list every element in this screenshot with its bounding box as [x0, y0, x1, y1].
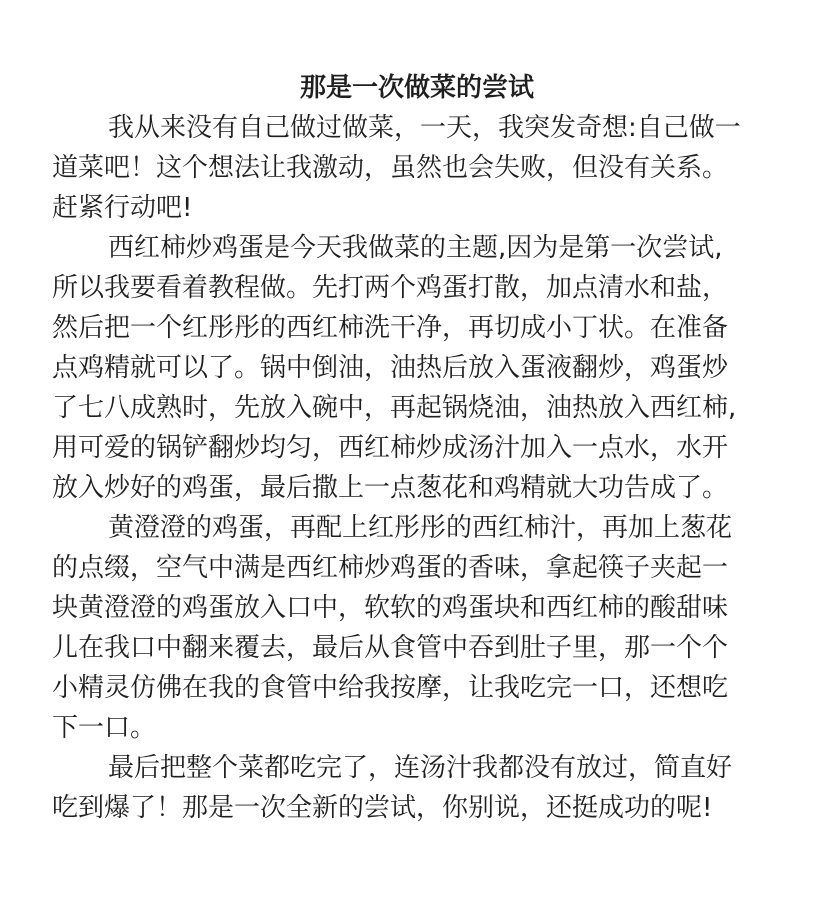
text-line: 西红柿炒鸡蛋是今天我做菜的主题,因为是第一次尝试, — [108, 233, 723, 263]
text-line: 吃到爆了！那是一次全新的尝试，你别说，还挺成功的呢! — [52, 793, 713, 823]
text-line: 道菜吧！这个想法让我激动，虽然也会失败，但没有关系。 — [52, 153, 729, 183]
text-line: 赶紧行动吧! — [52, 193, 193, 223]
text-line: 的点缀，空气中满是西红柿炒鸡蛋的香味，拿起筷子夹起一 — [52, 553, 729, 583]
text-line: 下一口。 — [52, 713, 157, 743]
text-line: 所以我要看着教程做。先打两个鸡蛋打散，加点清水和盐， — [52, 273, 729, 303]
paragraph-1 — [52, 108, 782, 228]
text-line: 小精灵仿佛在我的食管中给我按摩，让我吃完一口，还想吃 — [52, 673, 729, 703]
paragraph-3 — [52, 508, 782, 748]
essay-title: 那是一次做菜的尝试 — [299, 73, 534, 103]
text-line: 然后把一个红彤彤的西红柿洗干净，再切成小丁状。在准备 — [52, 313, 729, 343]
text-line: 点鸡精就可以了。锅中倒油，油热后放入蛋液翻炒，鸡蛋炒 — [52, 353, 729, 383]
paragraph-4 — [52, 748, 782, 828]
text-line: 我从来没有自己做过做菜，一天，我突发奇想:自己做一 — [108, 113, 741, 143]
paragraph-2 — [52, 228, 782, 508]
essay-document — [52, 68, 782, 828]
text-line: 用可爱的锅铲翻炒均匀，西红柿炒成汤汁加入一点水，水开 — [52, 433, 729, 463]
text-line: 最后把整个菜都吃完了，连汤汁我都没有放过，简直好 — [108, 753, 733, 783]
text-line: 黄澄澄的鸡蛋，再配上红彤彤的西红柿汁，再加上葱花 — [108, 513, 733, 543]
text-line: 放入炒好的鸡蛋，最后撒上一点葱花和鸡精就大功告成了。 — [52, 473, 729, 503]
text-line: 儿在我口中翻来覆去，最后从食管中吞到肚子里，那一个个 — [52, 633, 729, 663]
text-line: 块黄澄澄的鸡蛋放入口中，软软的鸡蛋块和西红柿的酸甜味 — [52, 593, 729, 623]
text-line: 了七八成熟时，先放入碗中，再起锅烧油，油热放入西红柿, — [52, 393, 737, 423]
